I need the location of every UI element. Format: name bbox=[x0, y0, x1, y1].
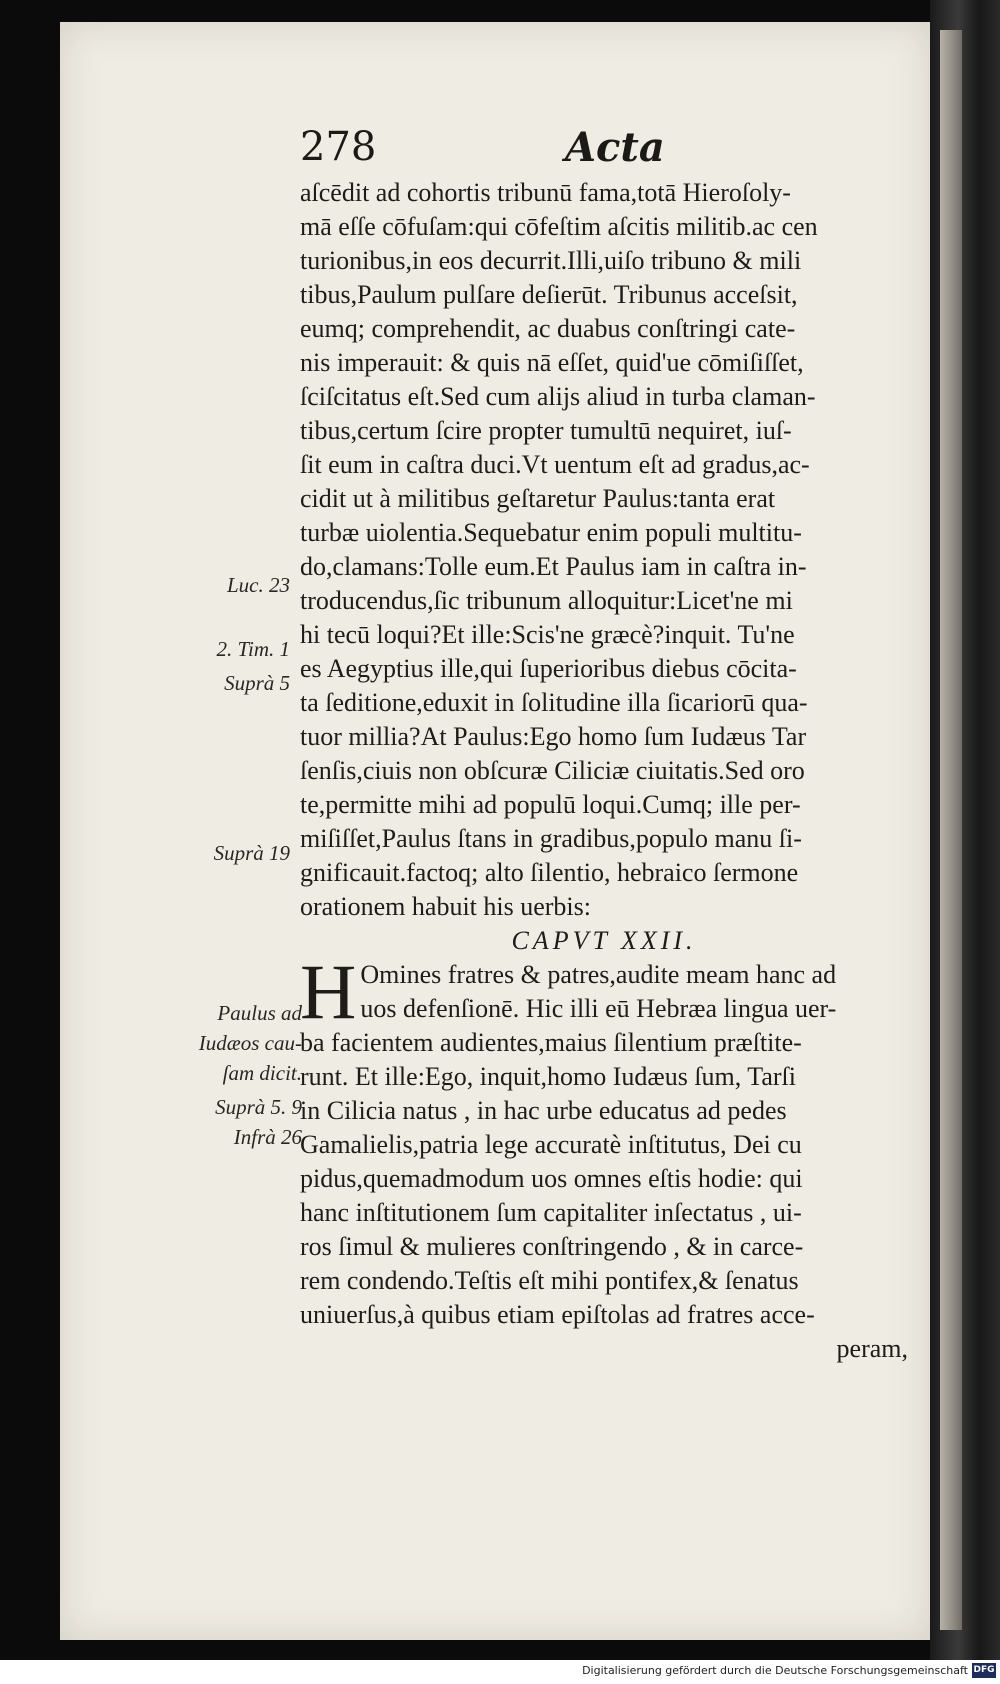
text-line: ta ſeditione,eduxit in ſolitudine illa ſicariorū qua- bbox=[300, 688, 808, 717]
main-text-block bbox=[300, 176, 908, 1366]
text-line: hi tecū loqui?Et ille:Scis'ne græcè?inquit. Tu'ne bbox=[300, 620, 795, 649]
marginal-note: ſam dicit. bbox=[222, 1061, 302, 1085]
text-line: mā eſſe cōfuſam:qui cōfeſtim aſcitis militib.ac cen bbox=[300, 212, 818, 241]
marginal-note: Iudæos cau- bbox=[198, 1031, 302, 1055]
text-line: nis imperauit: & quis nā eſſet, quid'ue cōmiſiſſet, bbox=[300, 348, 804, 377]
text-line: ſciſcitatus eſt.Sed cum alijs aliud in turba claman- bbox=[300, 382, 816, 411]
running-title: Acta bbox=[565, 124, 665, 171]
marginal-note: Suprà 5. 9 bbox=[215, 1095, 302, 1119]
text-line: turbæ uiolentia.Sequebatur enim populi multitu- bbox=[300, 518, 802, 547]
chapter-heading: CAPVT XXII. bbox=[511, 926, 697, 955]
text-line: pidus,quemadmodum uos omnes eſtis hodie: qui bbox=[300, 1164, 803, 1193]
text-line: aſcēdit ad cohortis tribunū fama,totā Hieroſoly- bbox=[300, 178, 791, 207]
text-line: orationem habuit his uerbis: bbox=[300, 892, 592, 921]
text-line: tibus,Paulum pulſare deſierūt. Tribunus acceſsit, bbox=[300, 280, 798, 309]
text-line: do,clamans:Tolle eum.Et Paulus iam in caſtra in- bbox=[300, 552, 807, 581]
marginal-note: Suprà 19 bbox=[213, 841, 290, 865]
text-line: eumq; comprehendit, ac duabus conſtringi cate- bbox=[300, 314, 796, 343]
marginal-note: Paulus ad bbox=[217, 1001, 302, 1025]
drop-cap: H bbox=[300, 948, 357, 1035]
text-line: tuor millia?At Paulus:Ego homo ſum Iudæus Tar bbox=[300, 722, 807, 751]
text-line: in Cilicia natus , in hac urbe educatus ad pedes bbox=[300, 1096, 787, 1125]
text-line: cidit ut à militibus geſtaretur Paulus:tanta erat bbox=[300, 484, 776, 513]
footer-credit: Digitalisierung gefördert durch die Deutsche Forschungsgemeinschaft bbox=[582, 1664, 968, 1677]
text-line: uos defenſionē. Hic illi eū Hebræa lingua uer- bbox=[360, 994, 837, 1023]
text-line: ſenſis,ciuis non obſcuræ Ciliciæ ciuitatis.Sed oro bbox=[300, 756, 805, 785]
dfg-logo: DFG bbox=[972, 1663, 996, 1678]
text-line: Gamalielis,patria lege accuratè inſtitutus, Dei cu bbox=[300, 1130, 802, 1159]
text-line: ros ſimul & mulieres conſtringendo , & in carce- bbox=[300, 1232, 804, 1261]
text-line: ſit eum in caſtra duci.Vt uentum eſt ad gradus,ac- bbox=[300, 450, 810, 479]
marginal-note: Suprà 5 bbox=[224, 671, 290, 695]
text-line: ba facientem audientes,maius ſilentium præſtite- bbox=[300, 1028, 802, 1057]
text-line: tibus,certum ſcire propter tumultū nequiret, iuſ- bbox=[300, 416, 792, 445]
marginal-note: 2. Tim. 1 bbox=[216, 637, 290, 661]
text-line: Omines fratres & patres,audite meam hanc ad bbox=[360, 960, 837, 989]
text-line: turionibus,in eos decurrit.Illi,uiſo tribuno & mili bbox=[300, 246, 802, 275]
text-line: te,permitte mihi ad populū loqui.Cumq; ille per- bbox=[300, 790, 801, 819]
text-line: miſiſſet,Paulus ſtans in gradibus,populo manu ſi- bbox=[300, 824, 802, 853]
marginal-note: Infrà 26 bbox=[233, 1125, 302, 1149]
text-line: runt. Et ille:Ego, inquit,homo Iudæus ſum, Tarſi bbox=[300, 1062, 797, 1091]
page-number: 278 bbox=[300, 124, 377, 170]
text-line: uniuerſus,à quibus etiam epiſtolas ad fratres acce- bbox=[300, 1300, 815, 1329]
catchword: peram, bbox=[836, 1334, 908, 1363]
text-line: troducendus,ſic tribunum alloquitur:Licet'ne mi bbox=[300, 586, 793, 615]
page-edges bbox=[940, 30, 962, 1630]
text-line: rem condendo.Teſtis eſt mihi pontifex,& ſenatus bbox=[300, 1266, 799, 1295]
marginal-note: Luc. 23 bbox=[227, 573, 290, 597]
text-line: hanc inſtitutionem ſum capitaliter inſectatus , ui- bbox=[300, 1198, 802, 1227]
text-line: es Aegyptius ille,qui ſuperioribus diebus cōcita- bbox=[300, 654, 797, 683]
text-line: gnificauit.factoq; alto ſilentio, hebraico ſermone bbox=[300, 858, 799, 887]
